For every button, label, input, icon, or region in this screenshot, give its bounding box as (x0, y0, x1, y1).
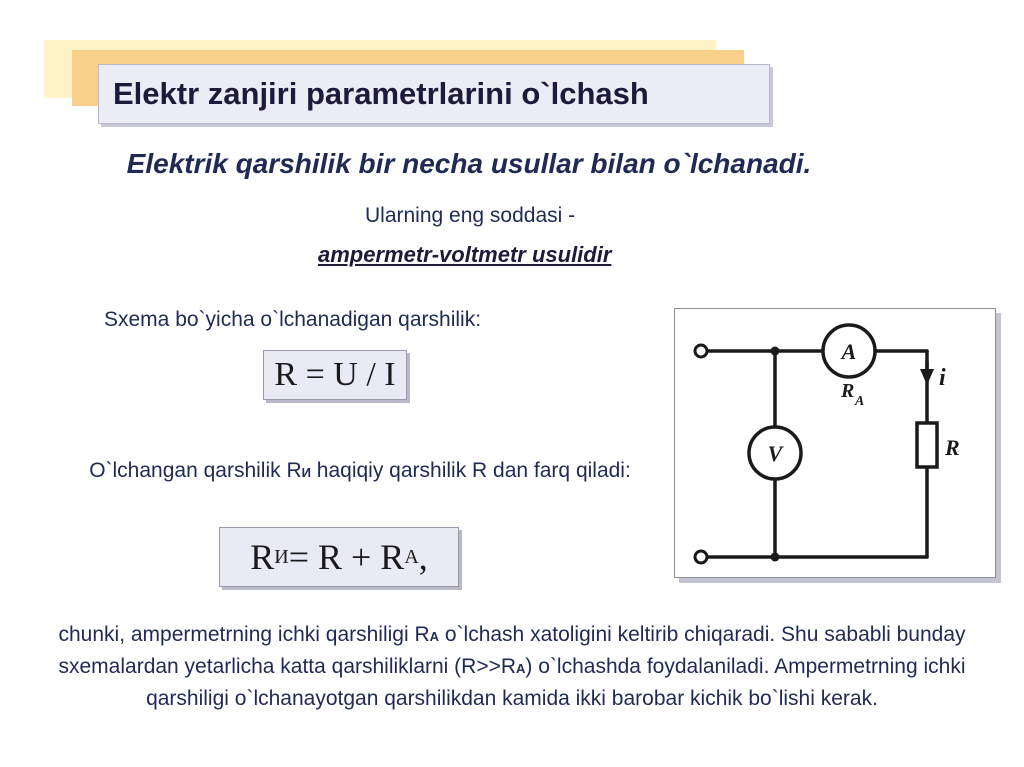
resistor-label: R (945, 435, 960, 460)
formula2-comma: , (418, 537, 428, 577)
explanation-sub2: A (516, 661, 526, 676)
formula2-sub1: И (274, 545, 289, 568)
explanation-part2: o`lchash xatoligini keltirib chiqaradi. Shu sababli bunday sxemalardan yetarlicha katta qarshiliklarni (R>>R (58, 623, 966, 678)
terminal-bottom (695, 551, 707, 563)
circuit-diagram (674, 308, 996, 578)
explanation-sub1: A (429, 629, 440, 644)
method-name: ampermetr-voltmetr usulidir (318, 242, 612, 267)
explanation-text (40, 620, 984, 714)
ammeter-resistance-sub: A (855, 394, 865, 409)
resistor (917, 423, 937, 467)
measured-resistance-text (60, 456, 660, 488)
formula2-r1: R (250, 537, 275, 577)
formula2-sub2: A (404, 545, 419, 568)
subtitle-text: Elektrik qarshilik bir necha usullar bilan o`lchanadi. (126, 148, 812, 179)
current-arrow-head (920, 369, 934, 385)
formula-measured-resistance (219, 527, 459, 587)
explanation-part3: ) o`lchashda foydalaniladi. Ampermetrning ichki qarshiligi o`lchanayotgan qarshilikdan kamida ikki barobar kichik bo`lishi kerak. (146, 655, 966, 710)
ammeter-symbol: A (841, 339, 857, 364)
circuit-svg (675, 309, 995, 577)
formula2-eq: = R + R (288, 537, 405, 577)
junction-bottom (771, 553, 780, 562)
measured-text-b: haqiqiy qarshilik R dan farq qiladi: (310, 459, 631, 482)
explanation-part1: chunki, ampermetrning ichki qarshiligi R (58, 623, 430, 646)
voltmeter-symbol: V (767, 441, 783, 466)
terminal-top (695, 345, 707, 357)
measured-text-a: O`lchangan qarshilik R (89, 459, 302, 482)
slide-title: Elektr zanjiri parametrlarini o`lchash (113, 76, 649, 111)
title-box (98, 64, 770, 124)
ammeter-resistance-label: R (841, 380, 855, 402)
formula-resistance: R = U / I (263, 350, 407, 400)
current-label: i (939, 365, 946, 391)
schema-label: Sxema bo`yicha o`lchanadigan qarshilik: (104, 308, 482, 331)
junction-top (771, 347, 780, 356)
subtitle (0, 148, 1024, 180)
measured-subscript: И (301, 465, 311, 480)
simplest-method-line: Ularning eng soddasi - (365, 204, 576, 227)
